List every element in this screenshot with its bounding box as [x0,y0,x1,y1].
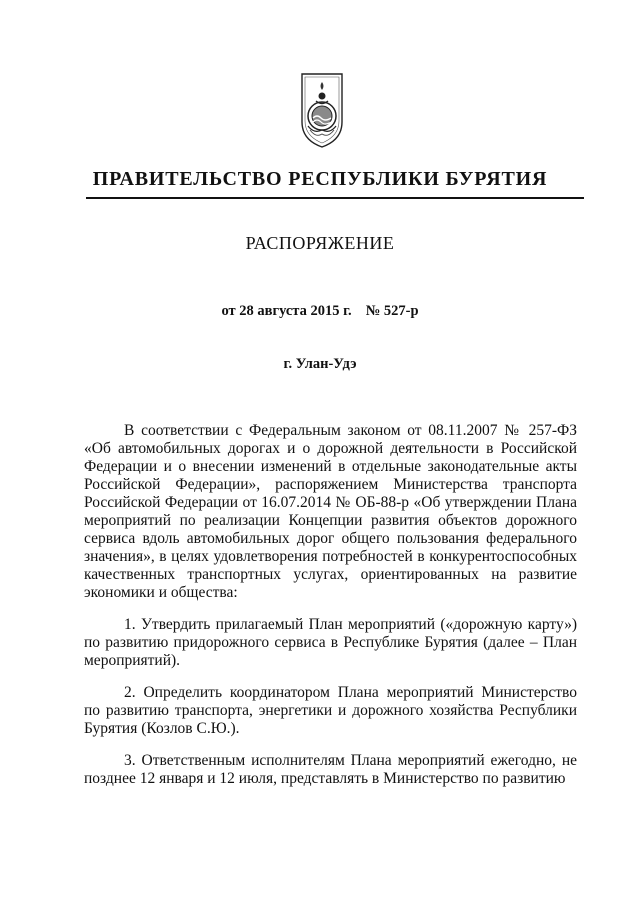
organization-title: ПРАВИТЕЛЬСТВО РЕСПУБЛИКИ БУРЯТИЯ [92,168,548,190]
document-number: № 527-р [365,303,419,319]
header-divider [86,197,584,199]
document-body [84,422,577,788]
document-type: РАСПОРЯЖЕНИЕ [245,233,395,253]
document-city: г. Улан-Удэ [283,356,357,372]
paragraph-item-1: 1. Утвердить прилагаемый План мероприятий («дорожную карту») по развитию придорожного сервиса в Республике Бурятия (далее – План мероприятий). [84,616,577,669]
paragraph-preamble: В соответствии с Федеральным законом от 08.11.2007 № 257-ФЗ «Об автомобильных дорогах и о дорожной деятельности в Российской Федерации и о внесении изменений в отдельные законодательные акты Российской Федерации», распоряжением Министерства транспорта Российской Федерации от 16.07.2014 № ОБ-88-р «Об утверждении Плана мероприятий по реализации Концепции развития объектов дорожного сервиса вдоль автомобильных дорог общего пользования федерального значения», в целях удовлетворения потребностей в конкурентоспособных качественных транспортных услугах, ориентированных на развитие экономики и общества: [84,422,577,601]
coat-of-arms-emblem [296,70,348,150]
paragraph-item-2: 2. Определить координатором Плана мероприятий Министерство по развитию транспорта, энергетики и дорожного хозяйства Республики Бурятия (Козлов С.Ю.). [84,684,577,737]
document-date: от 28 августа 2015 г. [221,303,352,319]
date-number-line [0,303,640,320]
paragraph-item-3: 3. Ответственным исполнителям Плана мероприятий ежегодно, не позднее 12 января и 12 июля, представлять в Министерство по развитию [84,752,577,787]
